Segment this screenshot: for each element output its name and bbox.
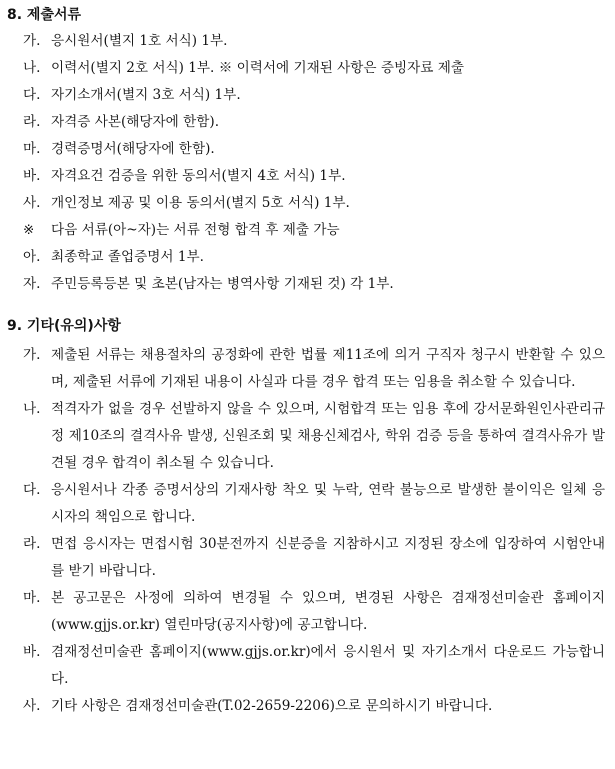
- item-marker: 사.: [23, 698, 41, 714]
- list-item: [7, 85, 605, 105]
- section-other-notes: [7, 317, 605, 720]
- list-item: [7, 274, 605, 294]
- item-text: 응시원서나 각종 증명서상의 기재사항 착오 및 누락, 연락 불능으로 발생한 불이익은 일체 응시자의 책임으로 합니다.: [51, 482, 605, 525]
- section-submission-documents: [7, 6, 605, 294]
- item-marker: 사.: [23, 195, 41, 211]
- item-marker: 가.: [23, 33, 41, 49]
- item-text: 면접 응시자는 면접시험 30분전까지 신분증을 지참하시고 지정된 장소에 입장하여 시험안내를 받기 바랍니다.: [51, 536, 605, 579]
- item-text: 적격자가 없을 경우 선발하지 않을 수 있으며, 시험합격 또는 임용 후에 강서문화원인사관리규정 제10조의 결격사유 발생, 신원조회 및 채용신체검사, 학위 검증 등을 통하여 결격사유가 발견될 경우 합격이 취소될 수 있습니다.: [51, 401, 605, 471]
- list-item: [7, 139, 605, 159]
- item-text: 이력서(별지 2호 서식) 1부. ※ 이력서에 기재된 사항은 증빙자료 제출: [51, 60, 464, 76]
- item-text: 본 공고문은 사정에 의하여 변경될 수 있으며, 변경된 사항은 겸재정선미술관 홈페이지(www.gjjs.or.kr) 열린마당(공지사항)에 공고합니다.: [51, 590, 605, 633]
- item-text: 겸재정선미술관 홈페이지(www.gjjs.or.kr)에서 응시원서 및 자기소개서 다운로드 가능합니다.: [51, 644, 605, 687]
- list-item: [7, 531, 605, 585]
- note-item: [7, 220, 605, 240]
- item-marker: 바.: [23, 168, 41, 184]
- item-text: 자기소개서(별지 3호 서식) 1부.: [51, 87, 241, 103]
- item-marker: 마.: [23, 141, 41, 157]
- item-text: 응시원서(별지 1호 서식) 1부.: [51, 33, 228, 49]
- item-marker: 마.: [23, 590, 41, 606]
- item-text: 자격요건 검증을 위한 동의서(별지 4호 서식) 1부.: [51, 168, 346, 184]
- item-marker: 라.: [23, 114, 41, 130]
- item-marker: 아.: [23, 249, 41, 265]
- list-item: [7, 396, 605, 477]
- list-item: [7, 342, 605, 396]
- item-text: 주민등록등본 및 초본(남자는 병역사항 기재된 것) 각 1부.: [51, 276, 394, 292]
- list-item: [7, 247, 605, 267]
- item-marker: 다.: [23, 482, 41, 498]
- item-marker: 나.: [23, 401, 41, 417]
- list-item: [7, 31, 605, 51]
- item-marker: 다.: [23, 87, 41, 103]
- list-item: [7, 639, 605, 693]
- list-item: [7, 166, 605, 186]
- list-item: [7, 477, 605, 531]
- item-marker: 자.: [23, 276, 41, 292]
- item-text: 기타 사항은 겸재정선미술관(T.02-2659-2206)으로 문의하시기 바랍니다.: [51, 698, 493, 714]
- item-marker: 나.: [23, 60, 41, 76]
- section-title: 9. 기타(유의)사항: [7, 318, 121, 334]
- section-title: 8. 제출서류: [7, 7, 82, 23]
- list-item: [7, 585, 605, 639]
- item-text: 자격증 사본(해당자에 한함).: [51, 114, 220, 130]
- list-item: [7, 58, 605, 78]
- list-item: [7, 112, 605, 132]
- item-marker: 바.: [23, 644, 41, 660]
- item-marker: 가.: [23, 347, 41, 363]
- note-marker: ※: [23, 222, 35, 238]
- item-text: 최종학교 졸업증명서 1부.: [51, 249, 204, 265]
- list-item: [7, 193, 605, 213]
- item-text: 경력증명서(해당자에 한함).: [51, 141, 215, 157]
- item-text: 제출된 서류는 채용절차의 공정화에 관한 법률 제11조에 의거 구직자 청구시 반환할 수 있으며, 제출된 서류에 기재된 내용이 사실과 다를 경우 합격 또는 임용을 취소할 수 있습니다.: [51, 347, 605, 390]
- item-text: 개인정보 제공 및 이용 동의서(별지 5호 서식) 1부.: [51, 195, 350, 211]
- item-marker: 라.: [23, 536, 41, 552]
- item-text: 다음 서류(아~자)는 서류 전형 합격 후 제출 가능: [51, 222, 340, 238]
- list-item: [7, 693, 605, 720]
